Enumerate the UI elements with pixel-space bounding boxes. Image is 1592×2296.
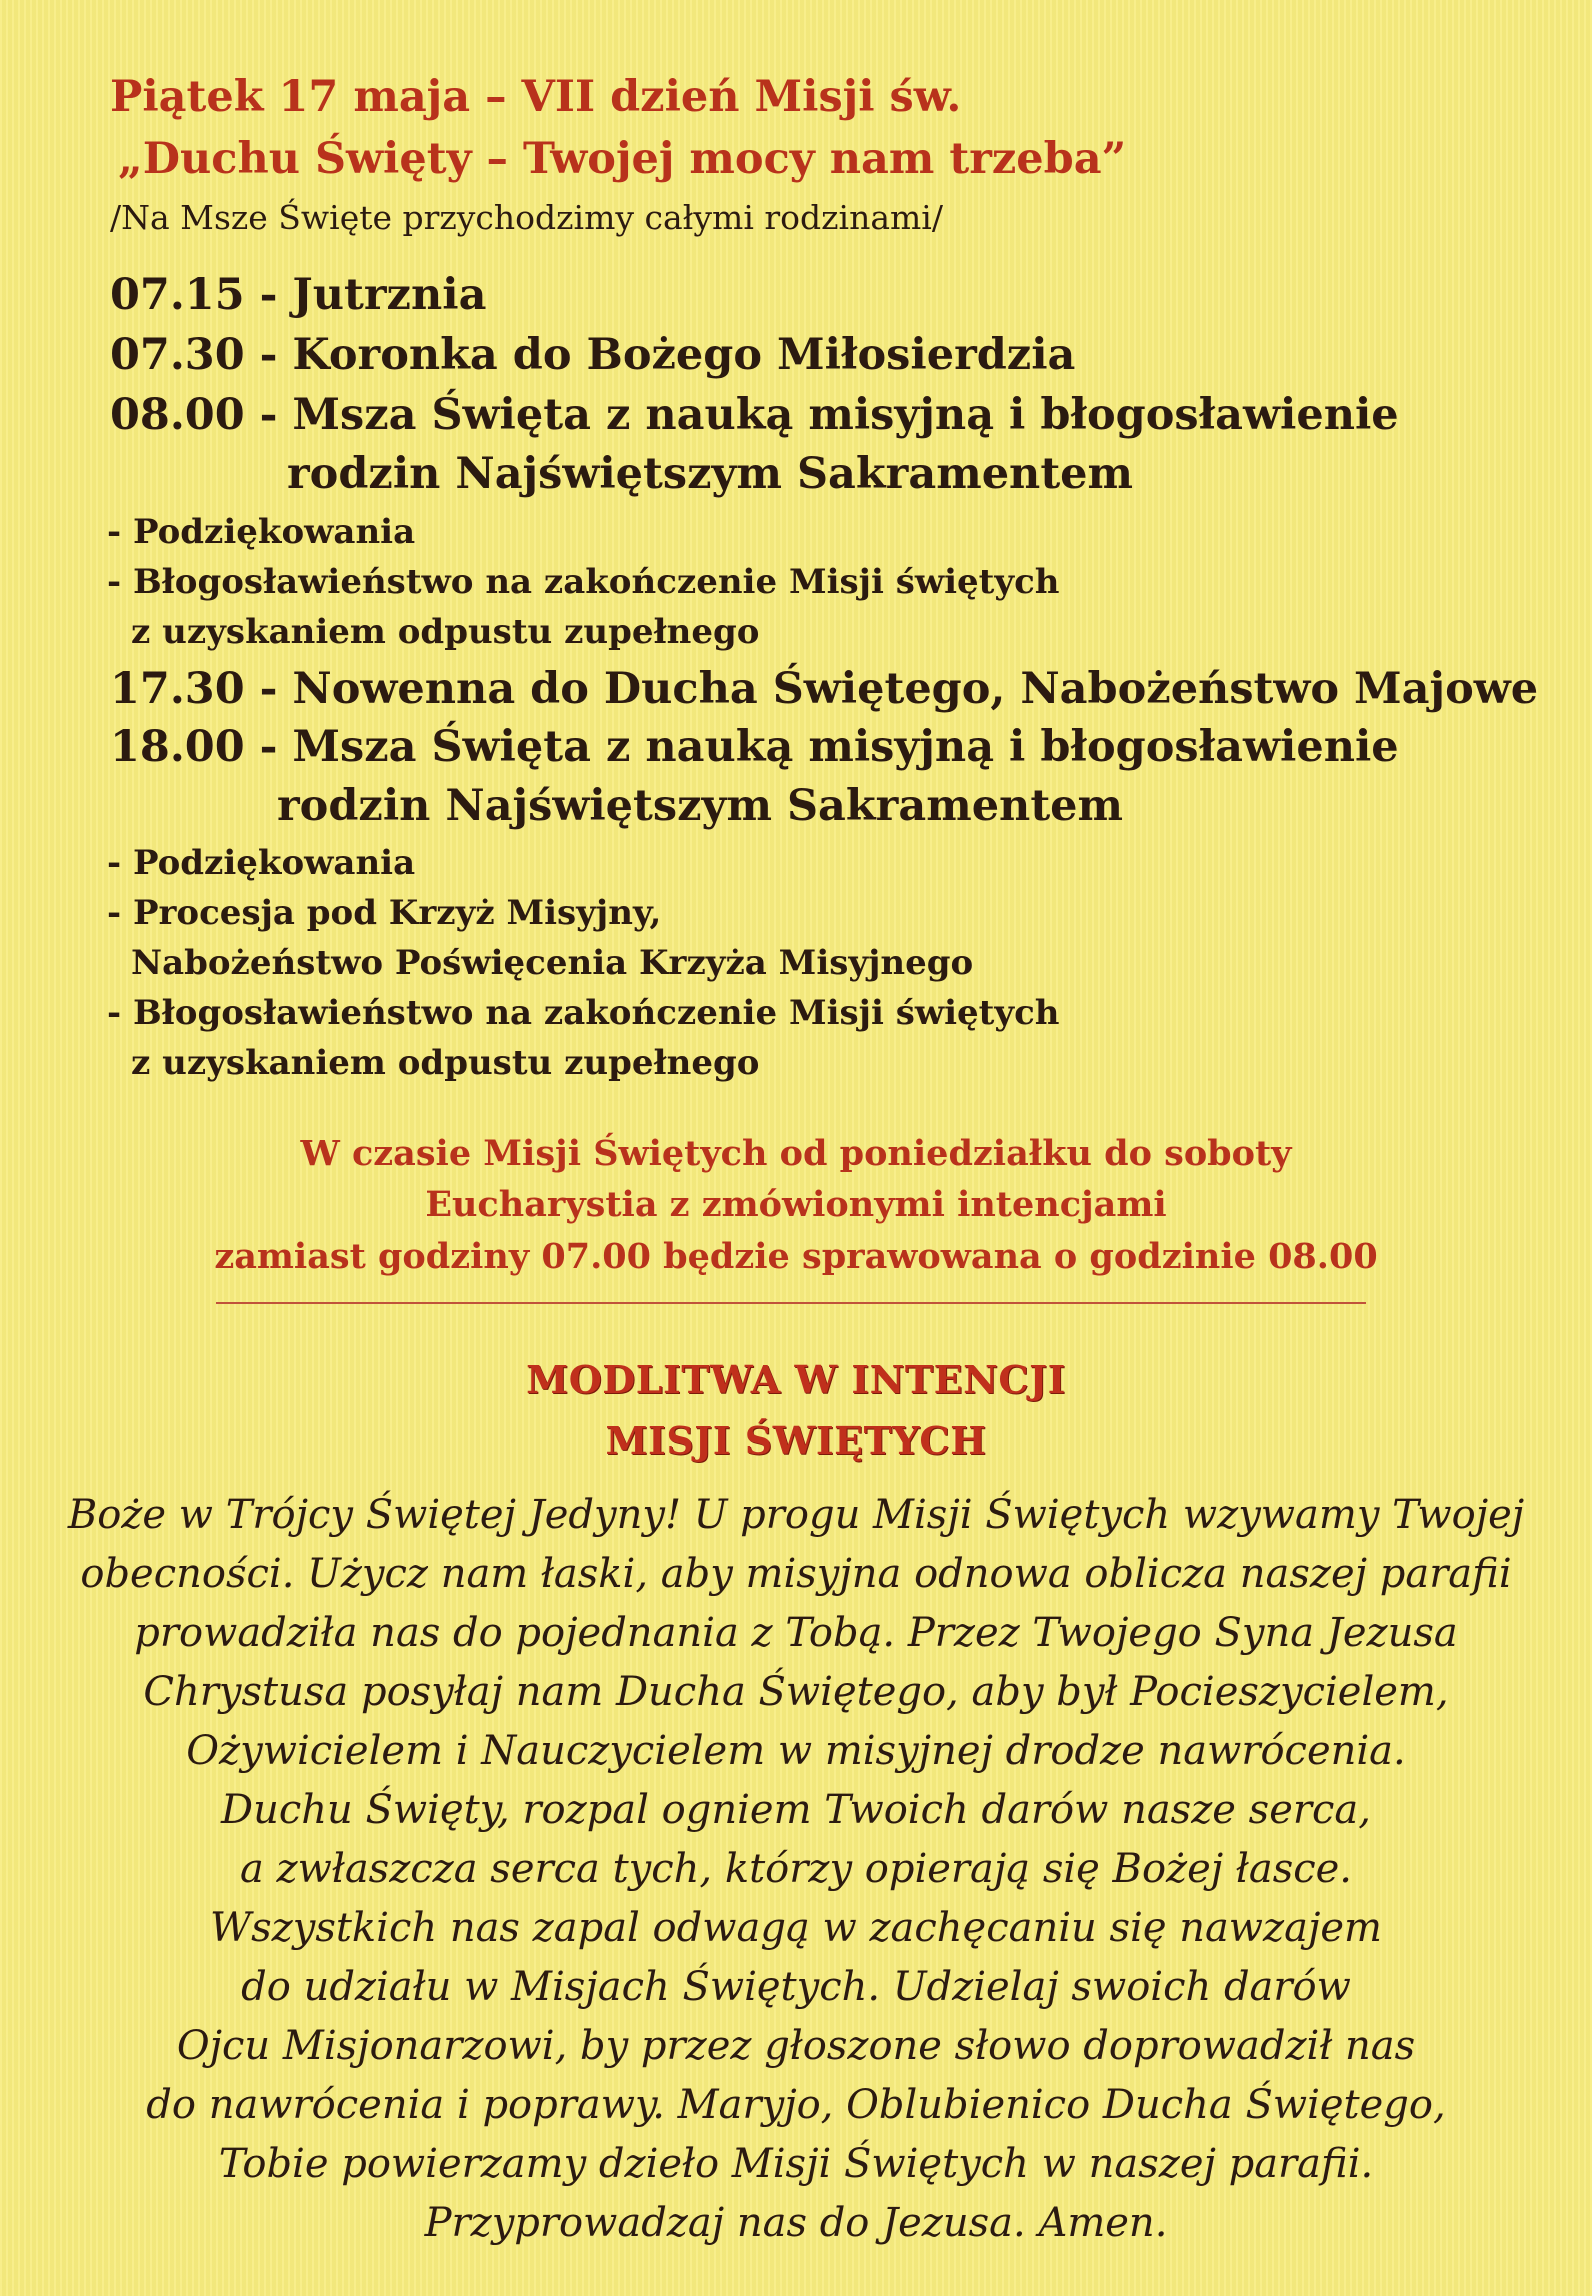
schedule-subitem: - Podziękowania xyxy=(107,512,416,552)
prayer-line: Ojcu Misjonarzowi, by przez głoszone słowo doprowadził nas xyxy=(176,2023,1416,2069)
notice-line: zamiast godziny 07.00 będzie sprawowana o godzinie 08.00 xyxy=(214,1236,1378,1277)
notice-line: W czasie Misji Świętych od poniedziałku do soboty xyxy=(300,1133,1292,1174)
schedule-subitem: - Procesja pod Krzyż Misyjny, xyxy=(107,893,662,933)
schedule-subitem: - Błogosławieństwo na zakończenie Misji świętych xyxy=(107,562,1060,602)
schedule-item: 07.30 - Koronka do Bożego Miłosierdzia xyxy=(110,330,1076,380)
prayer-line: obecności. Użycz nam łaski, aby misyjna odnowa oblicza naszej parafii xyxy=(80,1551,1512,1597)
prayer-line: do udziału w Misjach Świętych. Udzielaj swoich darów xyxy=(241,1964,1351,2010)
prayer-title: MISJI ŚWIĘTYCH xyxy=(605,1418,987,1463)
schedule-subitem-continuation: Nabożeństwo Poświęcenia Krzyża Misyjnego xyxy=(131,943,974,983)
schedule-item-continuation: rodzin Najświętszym Sakramentem xyxy=(277,781,1124,831)
schedule-item-continuation: rodzin Najświętszym Sakramentem xyxy=(287,449,1134,499)
notice-line: Eucharystia z zmówionymi intencjami xyxy=(425,1184,1167,1225)
day-heading: Piątek 17 maja – VII dzień Misji św. xyxy=(110,72,962,122)
schedule-subitem-continuation: z uzyskaniem odpustu zupełnego xyxy=(131,612,760,652)
prayer-line: do nawrócenia i poprawy. Maryjo, Oblubienico Ducha Świętego, xyxy=(146,2082,1446,2128)
schedule-item: 17.30 - Nowenna do Ducha Świętego, Nabożeństwo Majowe xyxy=(110,664,1539,714)
prayer-line: Wszystkich nas zapal odwagą w zachęcaniu się nawzajem xyxy=(210,1905,1382,1951)
family-note: /Na Msze Święte przychodzimy całymi rodzinami/ xyxy=(110,198,943,237)
prayer-line: Boże w Trójcy Świętej Jedyny! U progu Misji Świętych wzywamy Twojej xyxy=(67,1492,1525,1538)
schedule-subitem: - Podziękowania xyxy=(107,843,416,883)
prayer-line: Chrystusa posyłaj nam Ducha Świętego, aby był Pocieszycielem, xyxy=(143,1669,1449,1715)
prayer-title: MODLITWA W INTENCJI xyxy=(526,1357,1066,1402)
schedule-subitem: - Błogosławieństwo na zakończenie Misji świętych xyxy=(107,993,1060,1033)
schedule-item: 08.00 - Msza Święta z nauką misyjną i błogosławienie xyxy=(110,390,1399,440)
prayer-line: Tobie powierzamy dzieło Misji Świętych w naszej parafii. xyxy=(218,2141,1374,2187)
prayer-line: prowadziła nas do pojednania z Tobą. Przez Twojego Syna Jezusa xyxy=(134,1610,1458,1656)
schedule-item: 07.15 - Jutrznia xyxy=(110,270,487,320)
schedule-subitem-continuation: z uzyskaniem odpustu zupełnego xyxy=(131,1043,760,1083)
prayer-line: Ożywicielem i Nauczycielem w misyjnej drodze nawrócenia. xyxy=(186,1728,1406,1774)
motto-heading: „Duchu Święty – Twojej mocy nam trzeba” xyxy=(118,134,1127,184)
divider-line xyxy=(216,1302,1366,1304)
schedule-item: 18.00 - Msza Święta z nauką misyjną i błogosławienie xyxy=(110,722,1399,772)
prayer-line: a zwłaszcza serca tych, którzy opierają się Bożej łasce. xyxy=(239,1846,1353,1892)
prayer-line: Przyprowadzaj nas do Jezusa. Amen. xyxy=(424,2200,1168,2246)
prayer-line: Duchu Święty, rozpal ogniem Twoich darów nasze serca, xyxy=(221,1787,1371,1833)
